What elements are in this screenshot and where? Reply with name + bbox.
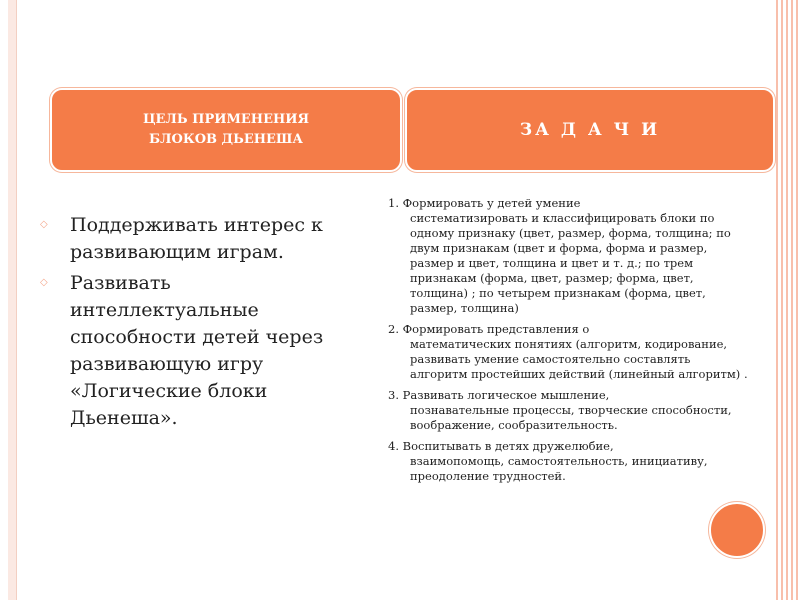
task-item — [388, 388, 748, 433]
task-item-rest: систематизировать и классифицировать блоки по одному признаку (цвет, размер, форма, толщина; по двум признакам (цвет и форма, форма и размер, размер и цвет, толщина и цвет и т. д.; по трем признакам (форма, цвет, размер; форма, цвет, толщина) ; по четырем признакам (форма, цвет, размер, толщина) — [410, 211, 731, 315]
goal-header — [50, 88, 402, 172]
task-item-rest: познавательные процессы, творческие способности, воображение, сообразительность. — [410, 403, 732, 432]
tasks-header — [405, 88, 775, 172]
right-stripes-decoration — [776, 0, 800, 600]
task-item-rest: взаимопомощь, самостоятельность, инициативу, преодоление трудностей. — [410, 454, 708, 483]
task-item-first-line: 1. Формировать у детей умение — [388, 196, 581, 210]
task-item-first-line: 3. Развивать логическое мышление, — [388, 388, 610, 402]
chevron-bullet-icon: ◇ — [40, 277, 48, 288]
goal-item — [40, 270, 360, 432]
circle-decoration — [709, 502, 765, 558]
chevron-bullet-icon: ◇ — [40, 219, 48, 230]
goal-header-line-1: ЦЕЛЬ ПРИМЕНЕНИЯ — [142, 112, 310, 127]
task-item — [388, 196, 748, 316]
task-item — [388, 322, 748, 382]
goal-item — [40, 212, 360, 266]
task-item — [388, 439, 748, 484]
goal-header-line-2: БЛОКОВ ДЬЕНЕША — [148, 132, 304, 147]
task-item-rest: математических понятиях (алгоритм, кодирование, развивать умение самостоятельно составлять алгоритм простейших действий (линейный алгоритм) . — [410, 337, 748, 381]
goal-item-text: Поддерживать интерес к развивающим играм. — [70, 214, 323, 263]
tasks-list — [388, 196, 748, 490]
goals-list — [40, 212, 360, 436]
left-border-decoration — [8, 0, 17, 600]
tasks-header-title: ЗА Д А Ч И — [519, 120, 661, 140]
goal-item-text: Развивать интеллектуальные способности детей через развивающую игру «Логические блоки Дьенеша». — [70, 272, 324, 429]
task-item-first-line: 4. Воспитывать в детях дружелюбие, — [388, 439, 614, 453]
task-item-first-line: 2. Формировать представления о — [388, 322, 590, 336]
